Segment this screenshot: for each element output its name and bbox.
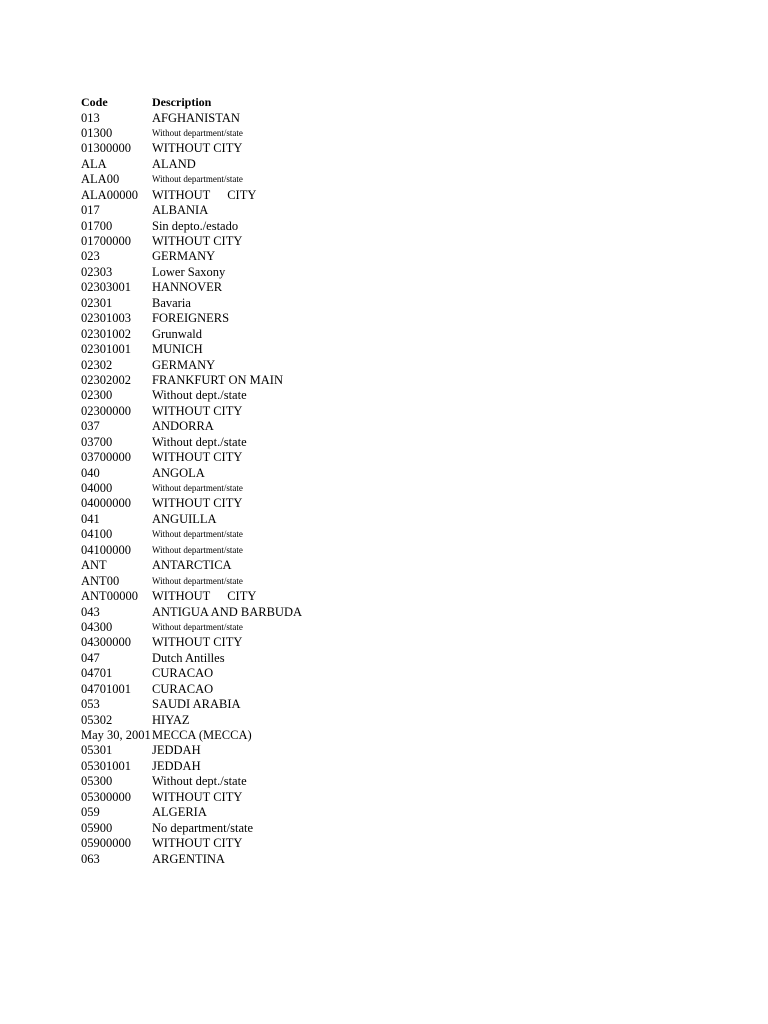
- description-cell: ALGERIA: [152, 805, 207, 820]
- table-row: [81, 589, 481, 604]
- code-table: [81, 95, 481, 867]
- table-header: [81, 95, 481, 111]
- table-row: [81, 543, 481, 558]
- code-cell: ALA00: [81, 172, 120, 187]
- code-cell: 03700000: [81, 450, 131, 465]
- description-cell: WITHOUT CITY: [152, 450, 243, 465]
- description-cell: SAUDI ARABIA: [152, 697, 241, 712]
- code-cell: 02301003: [81, 311, 131, 326]
- description-cell: Without dept./state: [152, 434, 247, 449]
- table-row: [81, 605, 481, 620]
- table-row: [81, 126, 481, 141]
- code-cell: 04000: [81, 481, 113, 495]
- table-row: [81, 450, 481, 465]
- table-row: [81, 234, 481, 249]
- code-cell: 02302: [81, 357, 113, 372]
- description-cell: WITHOUT CITY: [152, 496, 243, 511]
- code-cell: 05300: [81, 774, 113, 789]
- table-row: [81, 527, 481, 542]
- table-row: [81, 666, 481, 681]
- table-row: [81, 172, 481, 187]
- code-cell: 037: [81, 419, 100, 434]
- table-row: [81, 558, 481, 573]
- description-cell: CURACAO: [152, 666, 214, 681]
- description-cell: ALBANIA: [152, 203, 209, 218]
- column-header-code: Code: [81, 95, 108, 109]
- code-cell: 04701001: [81, 681, 131, 696]
- column-header-description: Description: [152, 95, 212, 109]
- table-row: [81, 358, 481, 373]
- table-row: [81, 435, 481, 450]
- table-row: [81, 327, 481, 342]
- table-row: [81, 728, 481, 743]
- description-cell: WITHOUT CITY: [152, 589, 257, 604]
- description-cell: Grunwald: [152, 326, 202, 341]
- description-cell: AFGHANISTAN: [152, 110, 240, 125]
- code-cell: 01300: [81, 125, 113, 140]
- table-row: [81, 651, 481, 666]
- table-row: [81, 496, 481, 511]
- code-cell: 05301: [81, 743, 113, 758]
- description-cell: WITHOUT CITY: [152, 234, 243, 248]
- code-cell: 02303: [81, 264, 113, 279]
- table-row: [81, 311, 481, 326]
- description-cell: Sin depto./estado: [152, 218, 239, 233]
- code-cell: 05300000: [81, 789, 131, 804]
- description-cell: ANTARCTICA: [152, 558, 232, 573]
- description-cell: MECCA (MECCA): [152, 728, 252, 742]
- description-cell: JEDDAH: [152, 743, 201, 758]
- table-row: [81, 373, 481, 388]
- table-row: [81, 635, 481, 650]
- code-cell: 043: [81, 604, 100, 619]
- table-row: [81, 296, 481, 311]
- code-cell: 04300000: [81, 635, 131, 650]
- code-cell: 05900: [81, 820, 113, 835]
- code-cell: 02303001: [81, 280, 131, 295]
- description-cell: FOREIGNERS: [152, 311, 230, 326]
- code-cell: 040: [81, 465, 100, 480]
- code-cell: 02300000: [81, 403, 131, 418]
- code-cell: 05302: [81, 712, 113, 727]
- table-row: [81, 404, 481, 419]
- description-cell: WITHOUT CITY: [152, 635, 243, 650]
- table-row: [81, 342, 481, 357]
- code-cell: 05301001: [81, 758, 131, 773]
- code-cell: 01700000: [81, 234, 131, 248]
- description-cell: JEDDAH: [152, 758, 201, 773]
- code-cell: 04000000: [81, 496, 131, 511]
- description-cell: Without department/state: [152, 483, 243, 493]
- description-cell: ARGENTINA: [152, 851, 225, 866]
- code-cell: 04701: [81, 666, 113, 681]
- table-row: [81, 188, 481, 203]
- code-cell: 017: [81, 203, 100, 218]
- code-cell: 04100000: [81, 542, 131, 557]
- table-row: [81, 157, 481, 172]
- description-cell: GERMANY: [152, 249, 216, 264]
- code-cell: 03700: [81, 434, 113, 449]
- description-cell: ANGUILLA: [152, 511, 217, 526]
- code-cell: 059: [81, 805, 100, 820]
- description-cell: ANGOLA: [152, 465, 205, 480]
- code-cell: 05900000: [81, 836, 131, 851]
- description-cell: Without department/state: [152, 621, 243, 632]
- code-cell: 01300000: [81, 141, 131, 156]
- code-cell: ALA: [81, 156, 107, 171]
- description-cell: ANTIGUA AND BARBUDA: [152, 604, 303, 619]
- table-row: [81, 805, 481, 820]
- description-cell: WITHOUT CITY: [152, 187, 257, 202]
- description-cell: Without department/state: [152, 575, 243, 586]
- code-cell: 04100: [81, 527, 113, 542]
- description-cell: No department/state: [152, 820, 254, 835]
- description-cell: WITHOUT CITY: [152, 141, 243, 156]
- description-cell: Without dept./state: [152, 388, 247, 403]
- description-cell: CURACAO: [152, 681, 214, 696]
- table-row: [81, 790, 481, 805]
- table-row: [81, 280, 481, 295]
- code-cell: 01700: [81, 218, 113, 233]
- description-cell: WITHOUT CITY: [152, 403, 243, 418]
- description-cell: WITHOUT CITY: [152, 789, 243, 804]
- table-row: [81, 388, 481, 403]
- description-cell: HANNOVER: [152, 280, 223, 295]
- code-cell: 041: [81, 511, 100, 526]
- table-row: [81, 774, 481, 789]
- table-row: [81, 512, 481, 527]
- table-row: [81, 141, 481, 156]
- code-cell: 053: [81, 697, 100, 712]
- code-cell: ANT00000: [81, 589, 138, 604]
- description-cell: GERMANY: [152, 357, 216, 372]
- code-cell: 063: [81, 851, 100, 866]
- code-cell: 04300: [81, 619, 113, 634]
- code-cell: 02300: [81, 388, 113, 403]
- table-body: [81, 111, 481, 867]
- description-cell: Lower Saxony: [152, 264, 226, 279]
- description-cell: MUNICH: [152, 342, 203, 357]
- table-row: [81, 265, 481, 280]
- code-cell: 047: [81, 650, 100, 665]
- table-row: [81, 620, 481, 635]
- table-row: [81, 249, 481, 264]
- description-cell: HIYAZ: [152, 712, 190, 727]
- table-row: [81, 821, 481, 836]
- description-cell: ANDORRA: [152, 419, 214, 434]
- code-cell: ANT: [81, 558, 107, 573]
- code-cell: 013: [81, 110, 100, 125]
- code-cell: 023: [81, 249, 100, 264]
- description-cell: ALAND: [152, 156, 196, 171]
- table-row: [81, 574, 481, 589]
- table-row: [81, 682, 481, 697]
- table-row: [81, 759, 481, 774]
- table-row: [81, 419, 481, 434]
- table-row: [81, 697, 481, 712]
- table-row: [81, 111, 481, 126]
- code-cell: 02301002: [81, 326, 131, 341]
- description-cell: Without dept./state: [152, 774, 247, 789]
- code-cell: 02301: [81, 295, 113, 310]
- table-row: [81, 852, 481, 867]
- description-cell: WITHOUT CITY: [152, 836, 243, 851]
- code-cell: 02302002: [81, 372, 131, 387]
- code-cell: May 30, 2001: [81, 728, 151, 742]
- code-cell: 02301001: [81, 342, 131, 357]
- table-row: [81, 466, 481, 481]
- description-cell: Without department/state: [152, 529, 243, 540]
- description-cell: Dutch Antilles: [152, 650, 225, 665]
- table-row: [81, 219, 481, 234]
- table-row: [81, 836, 481, 851]
- table-row: [81, 481, 481, 496]
- description-cell: Without department/state: [152, 174, 243, 185]
- table-row: [81, 203, 481, 218]
- description-cell: Bavaria: [152, 295, 191, 310]
- table-row: [81, 713, 481, 728]
- description-cell: FRANKFURT ON MAIN: [152, 372, 283, 387]
- description-cell: Without department/state: [152, 127, 243, 138]
- code-cell: ALA00000: [81, 187, 138, 202]
- description-cell: Without department/state: [152, 544, 243, 555]
- table-row: [81, 743, 481, 758]
- code-cell: ANT00: [81, 573, 120, 588]
